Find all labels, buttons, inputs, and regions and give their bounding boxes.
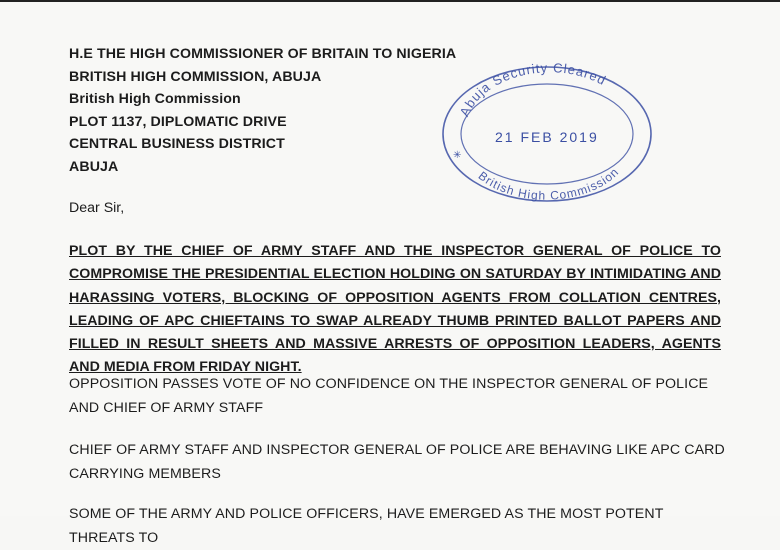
stamp-star-icon: ✳ (453, 150, 462, 161)
subject-headline: PLOT BY THE CHIEF OF ARMY STAFF AND THE INSPECTOR GENERAL OF POLICE TO COMPROMISE THE PRESIDENTIAL ELECTION HOLDING ON SATURDAY BY INTIMIDATING AND HARASSING VOTERS, BLOCKING OF OPPOSITION AGENTS FROM COLLATION CENTRES, LEADING OF APC CHIEFTAINS TO SWAP ALREADY THUMB PRINTED BALLOT PAPERS AND FILLED IN RESULT SHEETS AND MASSIVE ARRESTS OF OPPOSITION LEADERS, AGENTS AND MEDIA FROM FRIDAY NIGHT. (69, 243, 721, 376)
paragraph-3: SOME OF THE ARMY AND POLICE OFFICERS, HAVE EMERGED AS THE MOST POTENT THREATS TO (69, 506, 664, 546)
security-cleared-stamp (435, 54, 660, 204)
paragraph-2: CHIEF OF ARMY STAFF AND INSPECTOR GENERAL OF POLICE ARE BEHAVING LIKE APC CARD CARRYING MEMBERS (69, 442, 725, 482)
address-line-5: CENTRAL BUSINESS DISTRICT (69, 136, 285, 152)
salutation: Dear Sir, (69, 200, 125, 216)
stamp-top-text: Abuja Security Cleared (456, 60, 609, 119)
address-line-4: PLOT 1137, DIPLOMATIC DRIVE (69, 113, 287, 130)
address-line-2: BRITISH HIGH COMMISSION, ABUJA (69, 68, 322, 85)
stamp-bottom-text: British High Commission (475, 164, 622, 203)
address-line-1: H.E THE HIGH COMMISSIONER OF BRITAIN TO NIGERIA (69, 46, 457, 62)
paragraph-1: OPPOSITION PASSES VOTE OF NO CONFIDENCE ON THE INSPECTOR GENERAL OF POLICE AND CHIEF OF ARMY STAFF (69, 376, 709, 416)
address-line-3: British High Commission (69, 91, 241, 107)
stamp-date: 21 FEB 2019 (495, 129, 599, 145)
top-border-line (0, 0, 780, 2)
recipient-address-block (69, 43, 456, 178)
address-line-6: ABUJA (69, 158, 119, 175)
